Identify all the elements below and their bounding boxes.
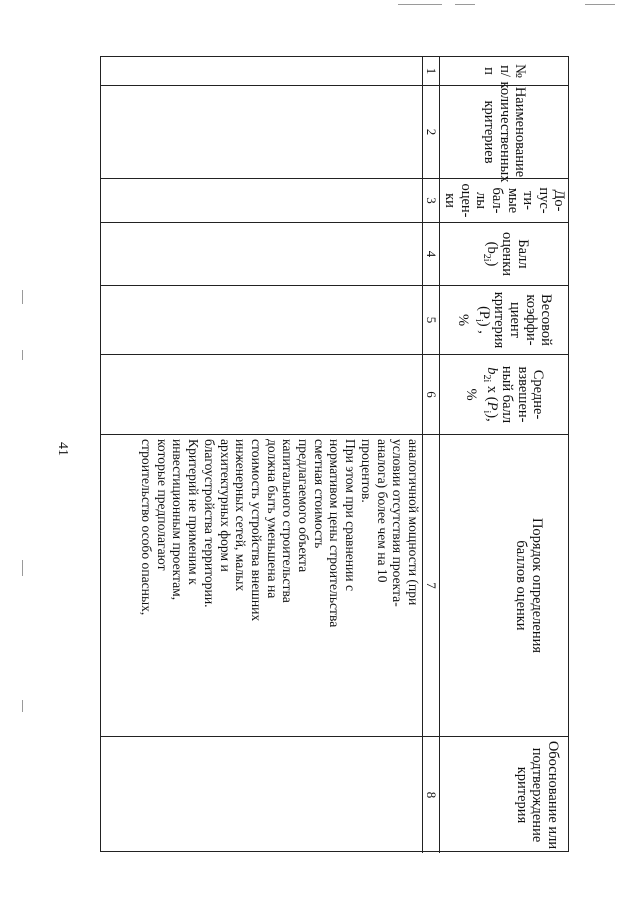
scan-artifact	[22, 350, 23, 360]
column-number: 4	[422, 223, 439, 286]
column-number: 7	[422, 435, 439, 737]
rotated-table-content	[101, 57, 568, 853]
body-cell-criteria-name	[101, 86, 422, 179]
header-score-formula: $(b_{2i})$	[480, 241, 500, 267]
header-score-label: Балл оценки	[499, 231, 531, 276]
header-cell-scoring-procedure	[439, 435, 568, 737]
header-cell-allowed-scores	[439, 179, 568, 223]
scan-artifact	[22, 290, 23, 304]
column-number-row	[422, 57, 439, 853]
scan-artifact	[22, 700, 23, 712]
header-weighted-score-label: Средне- взвешен- ный балл	[499, 365, 547, 424]
table-header-row	[439, 57, 568, 853]
body-cell-justification	[101, 737, 422, 853]
body-cell-weighted-score	[101, 355, 422, 435]
body-cell-allowed-scores	[101, 179, 422, 223]
header-allowed-scores-label: До- пус- ти- мые бал- лы оцен- ки	[442, 183, 568, 218]
column-number: 2	[422, 86, 439, 179]
header-justification-label: Обоснование или подтверждение критерия	[513, 740, 561, 850]
header-weighted-score-formula: $b_{2i}$ x $(P_i)$, %	[463, 367, 500, 422]
body-cell-score	[101, 223, 422, 286]
body-cell-number	[101, 57, 422, 86]
body-cell-weight	[101, 286, 422, 355]
header-number-label: № п/ п	[481, 64, 529, 78]
header-cell-weight	[439, 286, 568, 355]
column-number: 3	[422, 179, 439, 223]
table-row	[101, 57, 422, 853]
header-cell-score	[439, 223, 568, 286]
header-cell-criteria-name	[439, 81, 568, 183]
scan-artifact	[398, 4, 442, 5]
column-number: 5	[422, 286, 439, 355]
header-weight-label: Весовой коэффи- циент критерия	[491, 291, 555, 349]
scan-artifact	[455, 4, 475, 5]
column-number: 8	[422, 737, 439, 853]
body-cell-scoring-procedure: аналогичной мощности (при условии отсутствия проекта- аналога) более чем на 10 процентов. При этом при сравнении с нормативом цены строительства сметная стоимость предлагаемого объекта капитального строительства должна быть уменьшена на стоимость устройства внешних инженерных сетей, малых архитектурных форм и благоустройства территории. Критерий не применим к инвестиционным проектам, которые предполагают строительство особо опасных,	[101, 435, 422, 737]
scan-artifact	[22, 560, 23, 576]
header-criteria-name-label: Наименование количественных критериев	[481, 81, 529, 183]
column-number: 6	[422, 355, 439, 435]
header-scoring-procedure-label: Порядок определения баллов оценки	[513, 517, 545, 654]
page-number: 41	[55, 442, 70, 456]
criteria-table	[100, 56, 569, 852]
column-number: 1	[422, 57, 439, 86]
header-weight-formula: $(P_i)$ , %	[455, 306, 492, 334]
header-cell-weighted-score	[439, 355, 568, 435]
header-cell-justification	[439, 737, 568, 853]
scan-artifact	[585, 4, 615, 5]
